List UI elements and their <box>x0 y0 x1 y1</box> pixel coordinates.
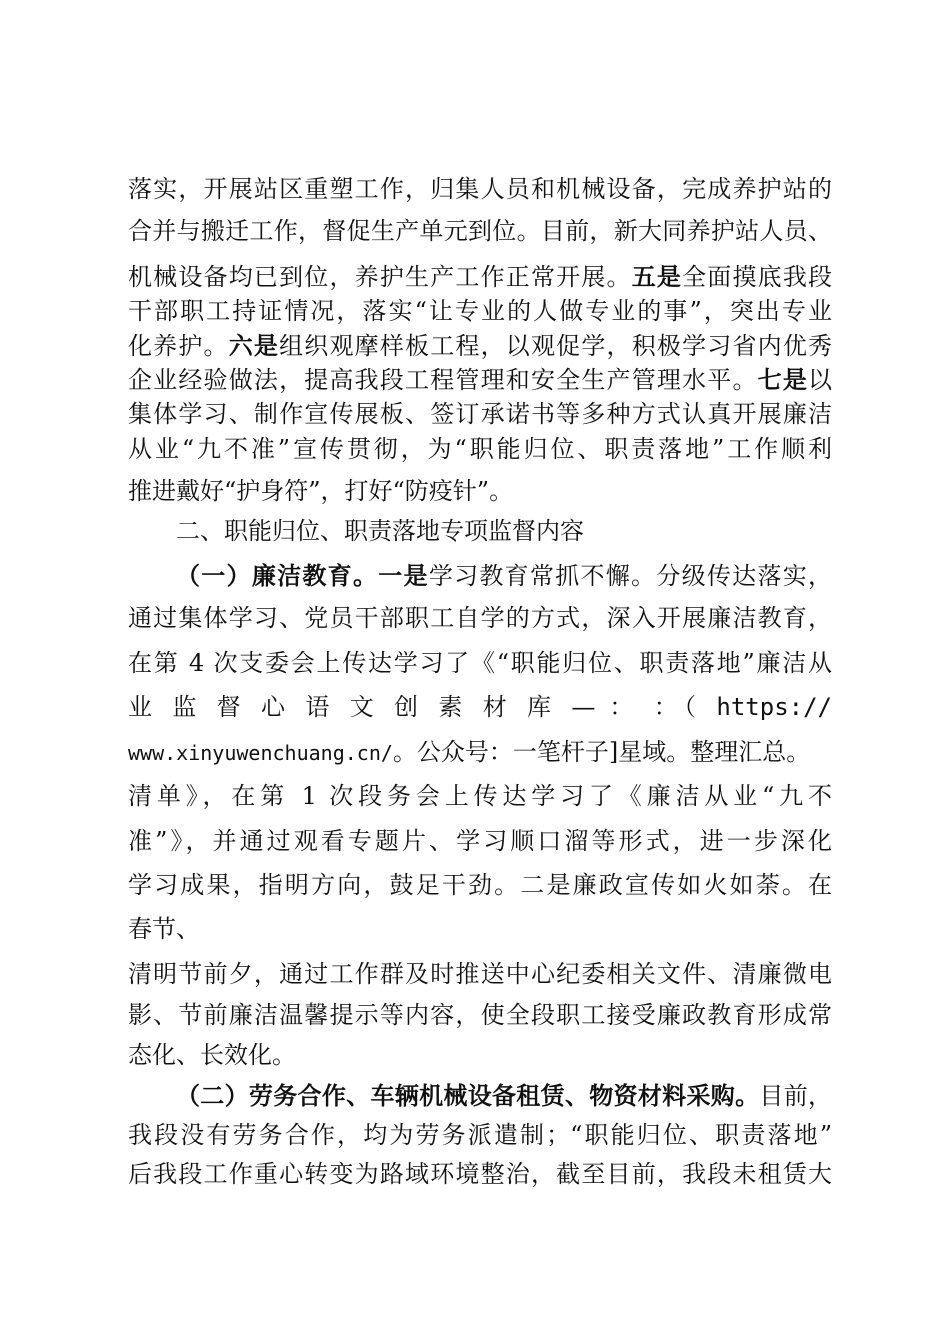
url-text: www.xinyuwenchuang.cn/ <box>128 741 393 765</box>
paragraph-line <box>128 1000 832 1030</box>
text-run: 合并与搬迁工作，督促生产单元到位。目前，新大同养护站人员、 <box>128 217 832 245</box>
section-heading: 二、职能归位、职责落地专项监督内容 <box>176 517 584 545</box>
text-run: 以 <box>808 366 833 394</box>
text-run: 态化、长效化。 <box>128 1041 296 1069</box>
text-run: 。公众号：一笔杆子]星域。整理汇总。 <box>392 738 811 766</box>
paragraph-line <box>128 399 832 429</box>
text-run: 全面摸底我段 <box>682 263 833 291</box>
text-run: 清明节前夕，通过工作群及时推送中心纪委相关文件、清廉微电 <box>128 960 832 988</box>
paragraph-line <box>128 331 832 361</box>
text-run: 机械设备均已到位，养护生产工作正常开展。 <box>128 263 632 291</box>
text-run: 春节、 <box>128 915 200 943</box>
text-run: 推进戴好“护身符”，打好“防疫针”。 <box>128 477 514 505</box>
paragraph-line <box>128 262 832 292</box>
paragraph-line <box>128 1120 832 1150</box>
paragraph-line <box>128 648 832 678</box>
paragraph-line <box>128 476 513 506</box>
paragraph-line <box>128 434 832 464</box>
text-run: 组织观摩样板工程，以观促学，积极学习省内优秀 <box>279 332 833 360</box>
text-run: 业 监 督 心 语 文 创 素 材 库 — ： ：（ <box>128 693 703 721</box>
text-run: 在第 4 次支委会上传达学习了《“职能归位、职责落地”廉洁从 <box>128 649 832 677</box>
text-run: 学习教育常抓不懈。分级传达落实， <box>428 562 833 590</box>
text-run: 从业“九不准”宣传贯彻，为“职能归位、职责落地”工作顺利 <box>128 435 832 463</box>
paragraph-line <box>128 870 832 900</box>
text-run: 影、节前廉洁温馨提示等内容，使全段职工接受廉政教育形成常 <box>128 1001 832 1029</box>
paragraph-line <box>176 1081 832 1111</box>
bold-ordinal: 七是 <box>757 366 809 394</box>
paragraph-line <box>128 781 832 811</box>
paragraph-line <box>128 1159 832 1189</box>
paragraph-line <box>128 216 832 246</box>
paragraph-line <box>128 1040 296 1070</box>
text-run: 集体学习、制作宣传展板、签订承诺书等多种方式认真开展廉洁 <box>128 400 832 428</box>
url-text: https:// <box>716 693 832 721</box>
paragraph-line <box>128 174 832 204</box>
text-run: 学习成果，指明方向，鼓足干劲。二是廉政宣传如火如荼。在 <box>128 871 832 899</box>
paragraph-line <box>128 365 832 395</box>
text-run: 化养护。 <box>128 332 229 360</box>
paragraph-line <box>128 692 832 722</box>
text-run: 后我段工作重心转变为路域环境整治，截至目前，我段未租赁大 <box>128 1160 832 1188</box>
paragraph-line <box>128 737 848 768</box>
text-run: 我段没有劳务合作，均为劳务派遣制；“职能归位、职责落地” <box>128 1121 832 1149</box>
text-run: 企业经验做法，提高我段工程管理和安全生产管理水平。 <box>128 366 758 394</box>
text-run: 目前， <box>759 1082 833 1110</box>
bold-ordinal: 六是 <box>228 332 280 360</box>
subsection-heading: （二）劳务合作、车辆机械设备租赁、物资材料采购。 <box>176 1082 760 1110</box>
text-run: 干部职工持证情况，落实“让专业的人做专业的事”，突出专业 <box>128 297 832 325</box>
paragraph-line <box>128 603 832 633</box>
text-run: 准”》，并通过观看专题片、学习顺口溜等形式，进一步深化 <box>128 827 832 855</box>
paragraph-line <box>176 561 832 591</box>
paragraph-line <box>128 959 832 989</box>
bold-ordinal: 五是 <box>631 263 683 291</box>
paragraph-line <box>128 826 832 856</box>
text-run: 通过集体学习、党员干部职工自学的方式，深入开展廉洁教育， <box>128 604 832 632</box>
paragraph-line <box>128 296 832 326</box>
text-run: 清单》，在第 1 次段务会上传达学习了《廉洁从业“九不 <box>128 782 832 810</box>
paragraph-line <box>128 914 200 944</box>
text-run: 落实，开展站区重塑工作，归集人员和机械设备，完成养护站的 <box>128 175 832 203</box>
subsection-heading: （一）廉洁教育。一是 <box>176 562 429 590</box>
